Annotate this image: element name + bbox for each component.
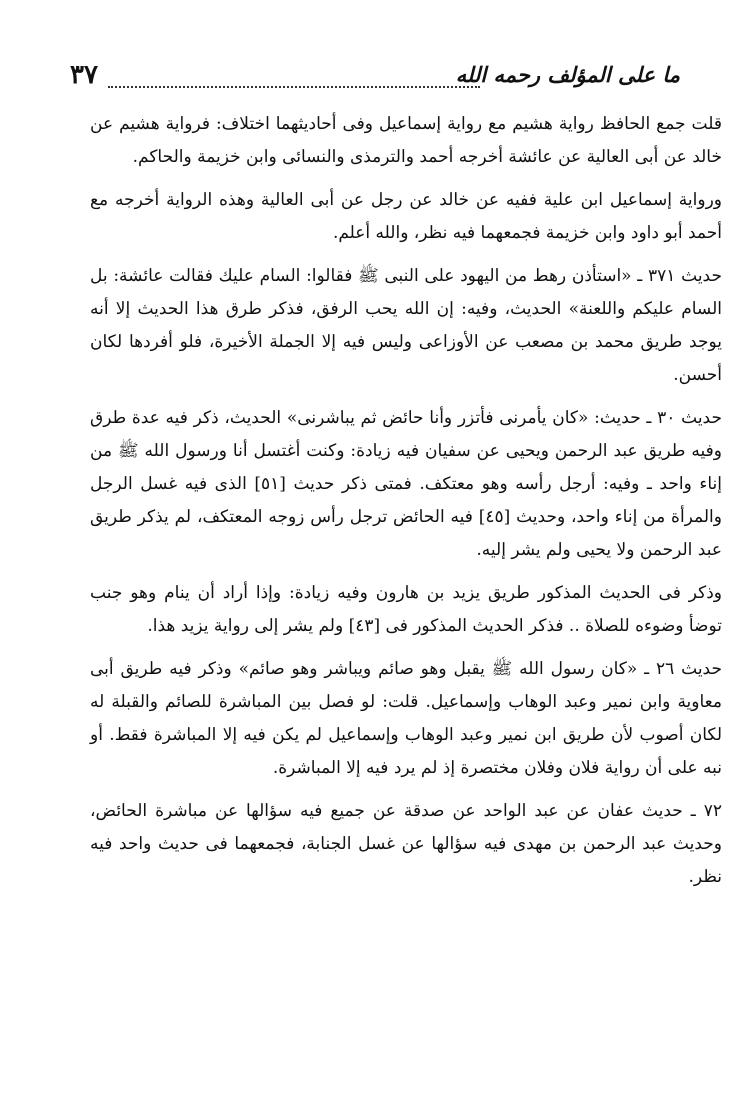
page-number: ٣٧ — [70, 60, 98, 90]
paragraph: حديث ٣٠ ـ حديث: «كان يأمرنى فأتزر وأنا حائض ثم يباشرنى» الحديث، ذكر فيه عدة طرق وفيه طريق عبد الرحمن ويحيى عن سفيان فيه زيادة: وكنت أغتسل أنا ورسول الله ﷺ من إناء واحد ـ وفيه: أرجل رأسه وهو معتكف. فمتى ذكر حديث [٥١] الذى فيه غسل الرجل والمرأة من إناء واحد، وحديث [٤٥] فيه الحائض ترجل رأس زوجه المعتكف، لم يذكر طريق عبد الرحمن ولا يحيى ولم يشر إليه. — [90, 408, 722, 560]
paragraph: ورواية إسماعيل ابن علية ففيه عن خالد عن رجل عن أبى العالية وهذه الرواية أخرجه مع أحمد أبو داود وابن خزيمة فجمعهما فيه نظر، والله أعلم. — [90, 190, 722, 243]
header-dotted-rule — [108, 86, 480, 88]
page-header — [70, 62, 680, 102]
running-title: ما على المؤلف رحمه الله — [455, 62, 680, 87]
paragraph: حديث ٣٧١ ـ «استأذن رهط من اليهود على النبى ﷺ فقالوا: السام عليك فقالت عائشة: بل السام عليكم واللعنة» الحديث، وفيه: إن الله يحب الرفق، فذكر طرق هذا الحديث إلا أنه يوجد طريق محمد بن مصعب عن الأوزاعى وليس فيه إلا الجملة الأخيرة، فلو أفردها لكان أحسن. — [90, 266, 722, 385]
paragraph: ٧٢ ـ حديث عفان عن عبد الواحد عن صدقة عن جميع فيه سؤالها عن مباشرة الحائض، وحديث عبد الرحمن بن مهدى فيه سؤالها عن غسل الجنابة، فجمعهما فى حديث واحد فيه نظر. — [90, 801, 722, 887]
paragraph: حديث ٢٦ ـ «كان رسول الله ﷺ يقبل وهو صائم ويباشر وهو صائم» وذكر فيه طريق أبى معاوية وابن نمير وعبد الوهاب وإسماعيل. قلت: لو فصل بين المباشرة للصائم والقبلة له لكان أصوب لأن طريق ابن نمير وعبد الوهاب وإسماعيل لم يكن فيه إلا المباشرة فقط. أو نبه على أن رواية فلان وفلان مختصرة إذ لم يرد فيه إلا المباشرة. — [90, 659, 722, 778]
paragraph: قلت جمع الحافظ رواية هشيم مع رواية إسماعيل وفى أحاديثهما اختلاف: فرواية هشيم عن خالد عن أبى العالية عن عائشة أخرجه أحمد والترمذى والنسائى وابن خزيمة والحاكم. — [90, 114, 723, 167]
body-text — [90, 108, 722, 904]
paragraph: وذكر فى الحديث المذكور طريق يزيد بن هارون وفيه زيادة: وإذا أراد أن ينام وهو جنب توضأ وضوءه للصلاة .. فذكر الحديث المذكور فى [٤٣] ولم يشر إلى رواية يزيد هذا. — [90, 583, 722, 636]
